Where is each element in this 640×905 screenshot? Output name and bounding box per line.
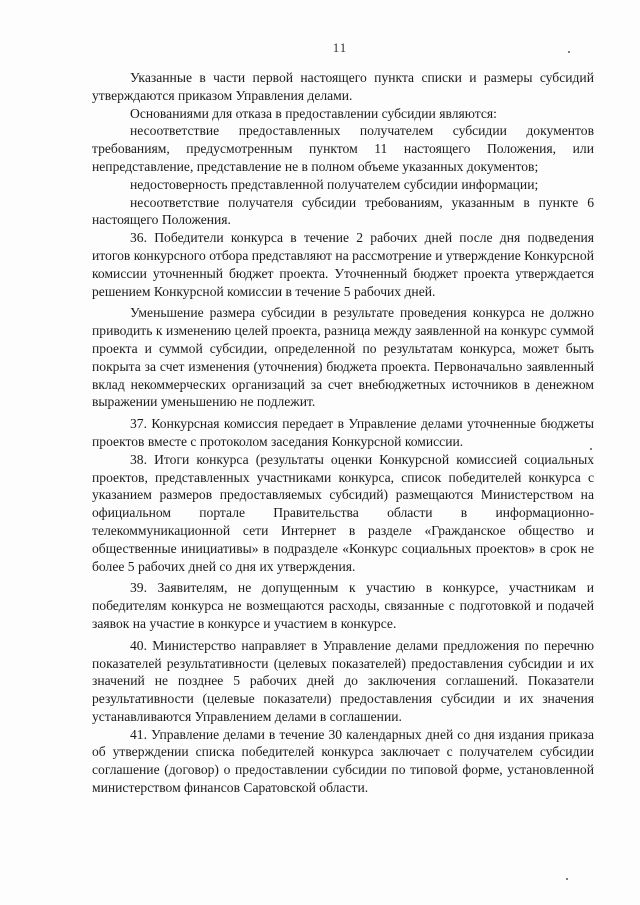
scan-speck (566, 878, 568, 880)
scan-speck (590, 448, 592, 450)
paragraph-lists-approval: Указанные в части первой настоящего пункта списки и размеры субсидий утверждаются приказом Управления делами. (92, 70, 594, 103)
scan-speck (568, 51, 570, 53)
page-number: 11 (332, 40, 348, 55)
document-body (92, 69, 594, 797)
paragraph-item-40: 40. Министерство направляет в Управление делами предложения по перечню показателей результативности (целевых показателей) предоставления субсидии и их значений не позднее 5 рабочих дней до заключения соглашений. Показатели результативности (целевые показатели) предоставления субсидии и их значения устанавливаются Управлением делами в соглашении. (92, 637, 594, 724)
paragraph-refusal-requirements: несоответствие получателя субсидии требованиям, указанным в пункте 6 настоящего Положения. (92, 194, 594, 228)
paragraph-item-37: 37. Конкурсная комиссия передает в Управление делами уточненные бюджеты проектов вместе с протоколом заседания Конкурсной комиссии. (92, 416, 594, 449)
paragraph-item-39: 39. Заявителям, не допущенным к участию в конкурсе, участникам и победителям конкурса не возмещаются расходы, связанные с подготовкой и подачей заявок на участие в конкурсе и участием в конкурсе. (92, 580, 594, 631)
paragraph-refusal-grounds: Основаниями для отказа в предоставлении субсидии являются: (130, 105, 497, 121)
paragraph-refusal-information: недостоверность представленной получателем субсидии информации; (130, 176, 539, 192)
paragraph-item-41: 41. Управление делами в течение 30 календарных дней со дня издания приказа об утверждении списка победителей конкурса заключает с получателем субсидии соглашение (договор) о предоставлении субсидии по типовой форме, установленной министерством финансов Саратовской области. (92, 726, 594, 796)
paragraph-item-38: 38. Итоги конкурса (результаты оценки Конкурсной комиссией социальных проектов, представленных участниками конкурса, список победителей конкурса с указанием размеров предоставляемых субсидий) размещаются Министерством на официальном портале Правительства области в информационно-телекоммуникационной сети Интернет в разделе «Гражданское общество и общественные инициативы» в подразделе «Конкурс социальных проектов» в срок не более 5 рабочих дней со дня их утверждения. (92, 451, 594, 574)
paragraph-subsidy-reduction: Уменьшение размера субсидии в результате проведения конкурса не должно приводить к изменению целей проекта, разница между заявленной на конкурс суммой проекта и суммой субсидии, определенной по результатам конкурса, может быть покрыта за счет изменения (уточнения) бюджета проекта. Первоначально заявленный вклад некоммерческих организаций за счет внебюджетных источников в денежном выражении уменьшению не подлежит. (92, 305, 594, 410)
paragraph-refusal-documents: несоответствие предоставленных получателем субсидии документов требованиям, предусмотренным пунктом 11 настоящего Положения, или непредставление, представление не в полном объеме указанных документов; (92, 123, 594, 174)
paragraph-item-36: 36. Победители конкурса в течение 2 рабочих дней после дня подведения итогов конкурсного отбора представляют на рассмотрение и утверждение Конкурсной комиссии уточненный бюджет проекта. Уточненный бюджет проекта утверждается решением Конкурсной комиссии в течение 5 рабочих дней. (92, 230, 594, 299)
